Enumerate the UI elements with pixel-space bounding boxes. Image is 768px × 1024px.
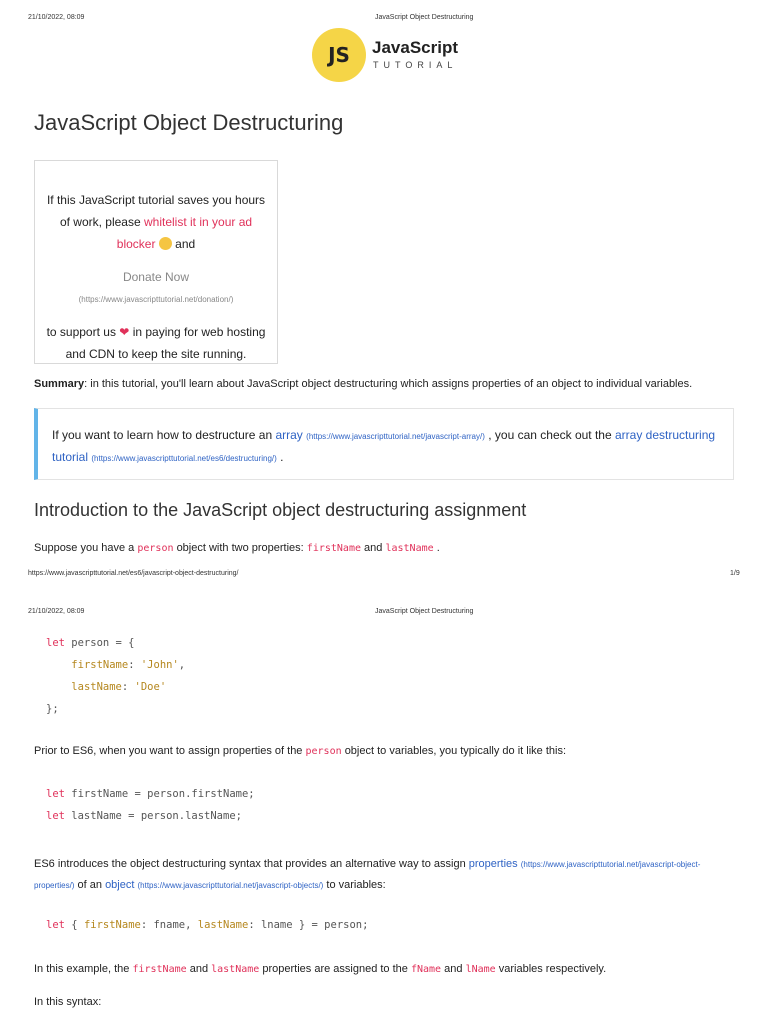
note-text-2: , you can check out the	[488, 428, 612, 442]
print-doc-title-2: JavaScript Object Destructuring	[375, 608, 474, 615]
intro-text-a: Suppose you have a	[34, 542, 135, 554]
code-text: :	[128, 659, 141, 671]
prior-paragraph	[34, 745, 566, 757]
properties-link[interactable]: properties	[468, 858, 518, 870]
code-kw: let	[46, 788, 65, 800]
es6-text-a: ES6 introduces the object destructuring syntax that provides an alternative way to assign	[34, 858, 466, 870]
code-text: {	[64, 919, 84, 931]
object-url: (https://www.javascripttutorial.net/javascript-objects/)	[137, 881, 324, 890]
donate-url: (https://www.javascripttutorial.net/donation/)	[78, 295, 234, 304]
donate-text	[43, 189, 269, 255]
code-block-assign	[46, 783, 255, 827]
example-text-a: In this example, the	[34, 963, 130, 975]
code-lname: lName	[465, 964, 496, 975]
info-note	[34, 408, 734, 480]
code-person: person	[305, 746, 342, 757]
print-date: 21/10/2022, 08:09	[28, 14, 85, 21]
logo-badge[interactable]	[312, 28, 366, 82]
code-text: ,	[178, 659, 186, 671]
heart-icon: ❤	[119, 325, 130, 339]
support-text	[43, 321, 269, 365]
es6-text-c: to variables:	[326, 879, 386, 891]
intro-heading: Introduction to the JavaScript object destructuring assignment	[34, 500, 527, 520]
print-doc-title: JavaScript Object Destructuring	[375, 14, 474, 21]
example-paragraph	[34, 963, 606, 975]
intro-and: and	[364, 542, 383, 554]
code-text: firstName = person.firstName;	[64, 788, 255, 800]
code-text: : lname } = person;	[248, 919, 369, 931]
footer-page-number: 1/9	[730, 570, 740, 577]
code-kw: let	[46, 919, 65, 931]
example-and: and	[189, 963, 209, 975]
code-prop: firstName	[83, 919, 141, 931]
crying-face-icon	[159, 237, 172, 250]
code-prop: lastName	[197, 919, 249, 931]
code-block-person	[46, 632, 185, 720]
summary	[34, 378, 692, 390]
support-line-a: to support us	[46, 325, 116, 339]
code-lastname: lastName	[211, 964, 260, 975]
code-firstname: firstName	[132, 964, 187, 975]
intro-paragraph	[34, 542, 440, 554]
intro-dot: .	[436, 542, 440, 554]
code-text: person = {	[64, 637, 135, 649]
donate-line1: If this JavaScript tutorial saves you hours of work, please	[46, 193, 266, 229]
object-link[interactable]: object	[105, 879, 135, 891]
array-url: (https://www.javascripttutorial.net/javascript-array/)	[306, 432, 485, 441]
code-prop: lastName	[71, 681, 122, 693]
summary-text: : in this tutorial, you'll learn about JavaScript object destructuring which assigns properties of an object to individual variables.	[84, 378, 693, 390]
donate-now-link[interactable]: Donate Now	[122, 270, 190, 284]
code-text: };	[46, 703, 59, 715]
code-firstname: firstName	[306, 543, 361, 554]
example-and: and	[444, 963, 463, 975]
logo-subtitle: TUTORIAL	[373, 60, 458, 70]
note-text-3: .	[280, 450, 284, 464]
code-kw: let	[46, 637, 65, 649]
code-person: person	[137, 543, 174, 554]
syntax-paragraph: In this syntax:	[34, 996, 102, 1008]
prior-text-a: Prior to ES6, when you want to assign properties of the	[34, 745, 303, 757]
code-kw: let	[46, 810, 65, 822]
summary-label: Summary	[34, 378, 85, 390]
array-link[interactable]: array	[275, 428, 303, 442]
code-string: 'John'	[140, 659, 179, 671]
code-text: :	[121, 681, 135, 693]
print-date-2: 21/10/2022, 08:09	[28, 608, 85, 615]
es6-text-b: of an	[77, 879, 102, 891]
page-title: JavaScript Object Destructuring	[34, 110, 344, 135]
code-text: lastName = person.lastName;	[64, 810, 242, 822]
code-prop: firstName	[71, 659, 129, 671]
example-text-b: properties are assigned to the	[262, 963, 408, 975]
code-fname: fName	[410, 964, 442, 975]
donate-box	[34, 160, 278, 364]
donate-and: and	[175, 237, 196, 251]
support-line-b: in paying for web hosting and CDN to keep the site running.	[65, 325, 266, 361]
code-lastname: lastName	[385, 543, 434, 554]
destructuring-tutorial-link[interactable]: array destructuring tutorial	[52, 428, 716, 464]
footer-url: https://www.javascripttutorial.net/es6/javascript-object-destructuring/	[28, 570, 239, 577]
logo-title[interactable]: JavaScript	[372, 38, 458, 57]
note-text-1: If you want to learn how to destructure an	[52, 428, 273, 442]
whitelist-link[interactable]: whitelist it in your ad blocker	[116, 215, 253, 251]
es6-paragraph	[34, 854, 734, 896]
code-block-destructure	[46, 914, 368, 936]
logo-badge-text: JS	[328, 43, 350, 67]
example-text-c: variables respectively.	[498, 963, 607, 975]
prior-text-b: object to variables, you typically do it like this:	[344, 745, 567, 757]
properties-url: (https://www.javascripttutorial.net/javascript-object-properties/)	[34, 860, 701, 890]
intro-text-b: object with two properties:	[176, 542, 304, 554]
tutorial-url: (https://www.javascripttutorial.net/es6/destructuring/)	[91, 454, 277, 463]
code-string: 'Doe'	[134, 681, 167, 693]
code-text: : fname,	[140, 919, 198, 931]
